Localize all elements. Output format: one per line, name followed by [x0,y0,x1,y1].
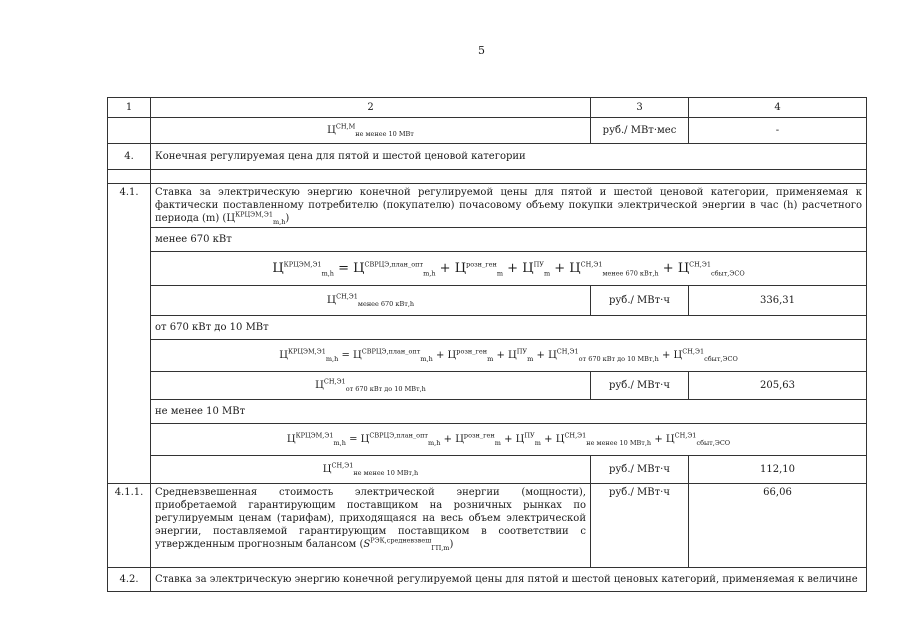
section-4-1-number: 4.1. [108,184,151,484]
section-4-1-1-number: 4.1.1. [108,484,151,568]
header-col-2: 2 [151,98,591,118]
band-3-formula: $Ц^{КРЦЭМ,Э1}_{m,h} = Ц^{СВРЦЭ,план\_опт}_{m,h} + Ц^{розн\_ген}_m + Ц^{ПУ}_m + Ц^{СН,Э1}_{не менее 10 МВт,h} + Ц^{СН,Э1}_{сбыт,ЭСО}$ [151,424,867,456]
spacer-row [108,170,867,184]
band-3-label: не менее 10 МВт [151,400,867,424]
row-section-4-1-1 [108,484,867,568]
section-4-2-text: Ставка за электрическую энергию конечной регулируемой цены для пятой и шестой ценовых категорий, применяемая к величине [151,568,867,592]
section-4-1-1-unit: руб./ МВт·ч [591,484,689,568]
band-1-formula: $Ц^{КРЦЭМ,Э1}_{m,h} = Ц^{СВРЦЭ,план\_опт}_{m,h} + Ц^{розн\_ген}_m + Ц^{ПУ}_m + Ц^{СН,Э1}_{менее 670 кВт,h} + Ц^{СН,Э1}_{сбыт,ЭСО}$ [151,252,867,286]
band-3-unit: руб./ МВт·ч [591,456,689,484]
row-band-2-formula [108,340,867,372]
row-band-1-label [108,228,867,252]
section-4-1-1-text: Средневзвешенная стоимость электрической энергии (мощности), приобретаемой гарантирующим поставщиком на розничных рынках по регулируемым ценам (тарифам), приходящаяся на весь объем электрической энергии, поставляемой гарантирующим поставщиком в соответствии с утвержденным прогнозным балансом $(S^{РЭК,средневзвеш}_{ГП,m})$ [151,484,591,568]
band-2-value: 205,63 [689,372,867,400]
section-4-1-1-value: 66,06 [689,484,867,568]
band-2-formula: $Ц^{КРЦЭМ,Э1}_{m,h} = Ц^{СВРЦЭ,план\_опт}_{m,h} + Ц^{розн\_ген}_m + Ц^{ПУ}_m + Ц^{СН,Э1}_{от 670 кВт до 10 МВт,h} + Ц^{СН,Э1}_{сбыт,ЭСО}$ [151,340,867,372]
row-cn-m [108,118,867,144]
tariff-table [107,97,867,592]
page-number: 5 [478,44,485,57]
band-2-param: $Ц^{СН,Э1}_{от 670 кВт до 10 МВт,h}$ [151,372,591,400]
row-band-3-param [108,456,867,484]
value-cn-m: - [689,118,867,144]
row-section-4-1 [108,184,867,228]
row-band-2-label [108,316,867,340]
band-3-value: 112,10 [689,456,867,484]
formula-cn-m: $Ц^{СН,М}_{не менее 10 МВт}$ [151,118,591,144]
row-band-2-param [108,372,867,400]
row-section-4 [108,144,867,170]
band-3-param: $Ц^{СН,Э1}_{не менее 10 МВт,h}$ [151,456,591,484]
row-band-1-formula [108,252,867,286]
section-4-2-number: 4.2. [108,568,151,592]
section-4-1-text: Ставка за электрическую энергию конечной регулируемой цены для пятой и шестой ценовой категории, применяемая к фактически поставленному потребителю (покупателю) почасовому объему покупки электрической энергии в час (h) расчетного периода (m) $(Ц^{КРЦЭМ,Э1}_{m,h})$ [151,184,867,228]
header-row [108,98,867,118]
header-col-4: 4 [689,98,867,118]
header-col-3: 3 [591,98,689,118]
row-band-3-formula [108,424,867,456]
row-section-4-2 [108,568,867,592]
band-1-label: менее 670 кВт [151,228,867,252]
row-band-1-param [108,286,867,316]
row-band-3-label [108,400,867,424]
band-1-value: 336,31 [689,286,867,316]
section-4-number: 4. [108,144,151,170]
band-1-unit: руб./ МВт·ч [591,286,689,316]
band-1-param: $Ц^{СН,Э1}_{менее 670 кВт,h}$ [151,286,591,316]
header-col-1: 1 [108,98,151,118]
unit-cn-m: руб./ МВт·мес [591,118,689,144]
band-2-unit: руб./ МВт·ч [591,372,689,400]
band-2-label: от 670 кВт до 10 МВт [151,316,867,340]
section-4-title: Конечная регулируемая цена для пятой и шестой ценовой категории [151,144,867,170]
